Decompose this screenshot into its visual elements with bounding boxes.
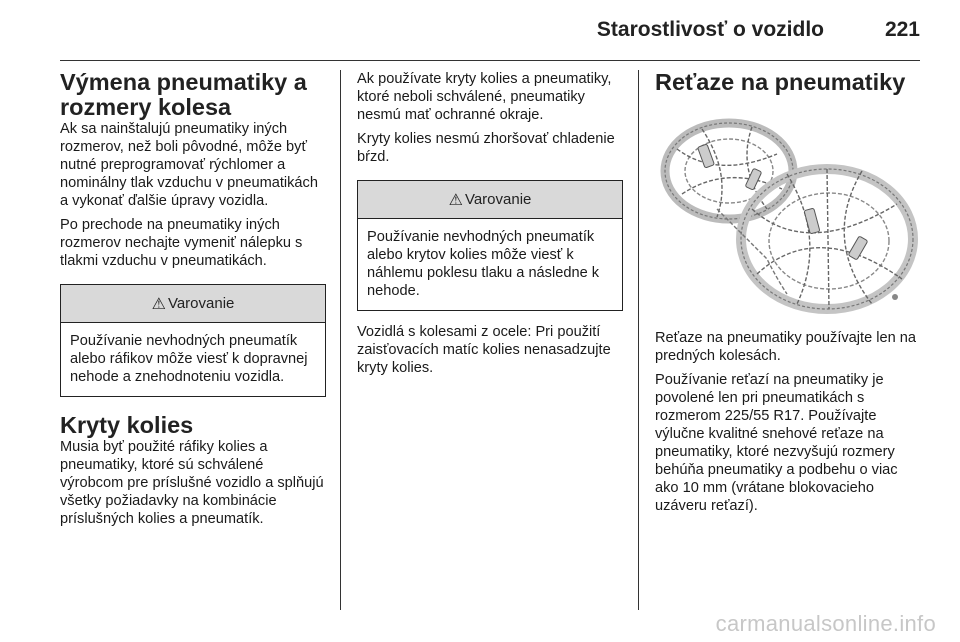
warning-title: Varovanie [167,295,235,312]
warning-header [61,285,325,323]
warning-title: Varovanie [464,191,532,208]
paragraph: Kryty kolies nesmú zhoršovať chladenie bŕzd. [357,131,615,165]
snow-chains-illustration [657,109,919,319]
page-number: 221 [884,18,920,41]
paragraph: Používanie reťazí na pneumatiky je povolené len pri pneumatikách s rozmerom 225/55 R17. Používajte výlučne kvalitné snehové reťaze na pneumatiky, ktoré nezvyšujú rozmery behúňa pneumatiky a podbehu o viac ako 10 mm (vrátane blokovacieho uzáveru reťazí). [655,372,898,514]
column-1 [60,70,326,534]
watermark: carmanualsonline.info [715,611,936,636]
section-heading-snow-chains: Reťaze na pneumatiky [655,69,906,95]
paragraph: Ak používate kryty kolies a pneumatiky, ktoré neboli schválené, pneumatiky nesmú mať ochranné okraje. [357,71,612,123]
warning-box [60,284,326,397]
paragraph: Ak sa nainštalujú pneumatiky iných rozmerov, než boli pôvodné, môže byť nutné preprogramovať rýchlomer a nominálny tlak vzduchu v pneumatikách a vykonať ďalšie úpravy vozidla. [60,121,318,209]
column-2 [357,70,623,383]
paragraph: Vozidlá s kolesami z ocele: Pri použití zaisťovacích matíc kolies nenasadzujte kryty kolies. [357,324,611,376]
warning-icon: ⚠ [448,191,463,209]
section-heading-wheel-covers: Kryty kolies [60,412,194,438]
paragraph: Musia byť použité ráfiky kolies a pneumatiky, ktoré sú schválené výrobcom pre príslušné vozidlo a splňujú všetky požiadavky na kombinácie príslušných kolies a pneumatík. [60,439,324,527]
warning-icon: ⚠ [151,295,166,313]
header-title: Starostlivosť o vozidlo [596,18,824,41]
column-divider-2 [638,70,639,610]
column-3 [655,70,923,521]
warning-body: Používanie nevhodných pneumatík alebo ráfikov môže viesť k dopravnej nehode a znehodnoteniu vozidla. [70,333,308,385]
column-divider-1 [340,70,341,610]
warning-body: Používanie nevhodných pneumatík alebo krytov kolies môže viesť k náhlemu poklesu tlaku a následne k nehode. [367,229,600,299]
section-heading-tire-change: Výmena pneumatiky a rozmery kolesa [60,69,307,120]
warning-header [358,181,622,219]
paragraph: Po prechode na pneumatiky iných rozmerov nechajte vymeniť nálepku s tlakmi vzduchu v pneumatikách. [60,217,303,269]
page-header [60,0,920,61]
paragraph: Reťaze na pneumatiky používajte len na predných kolesách. [655,330,917,364]
warning-box [357,180,623,311]
